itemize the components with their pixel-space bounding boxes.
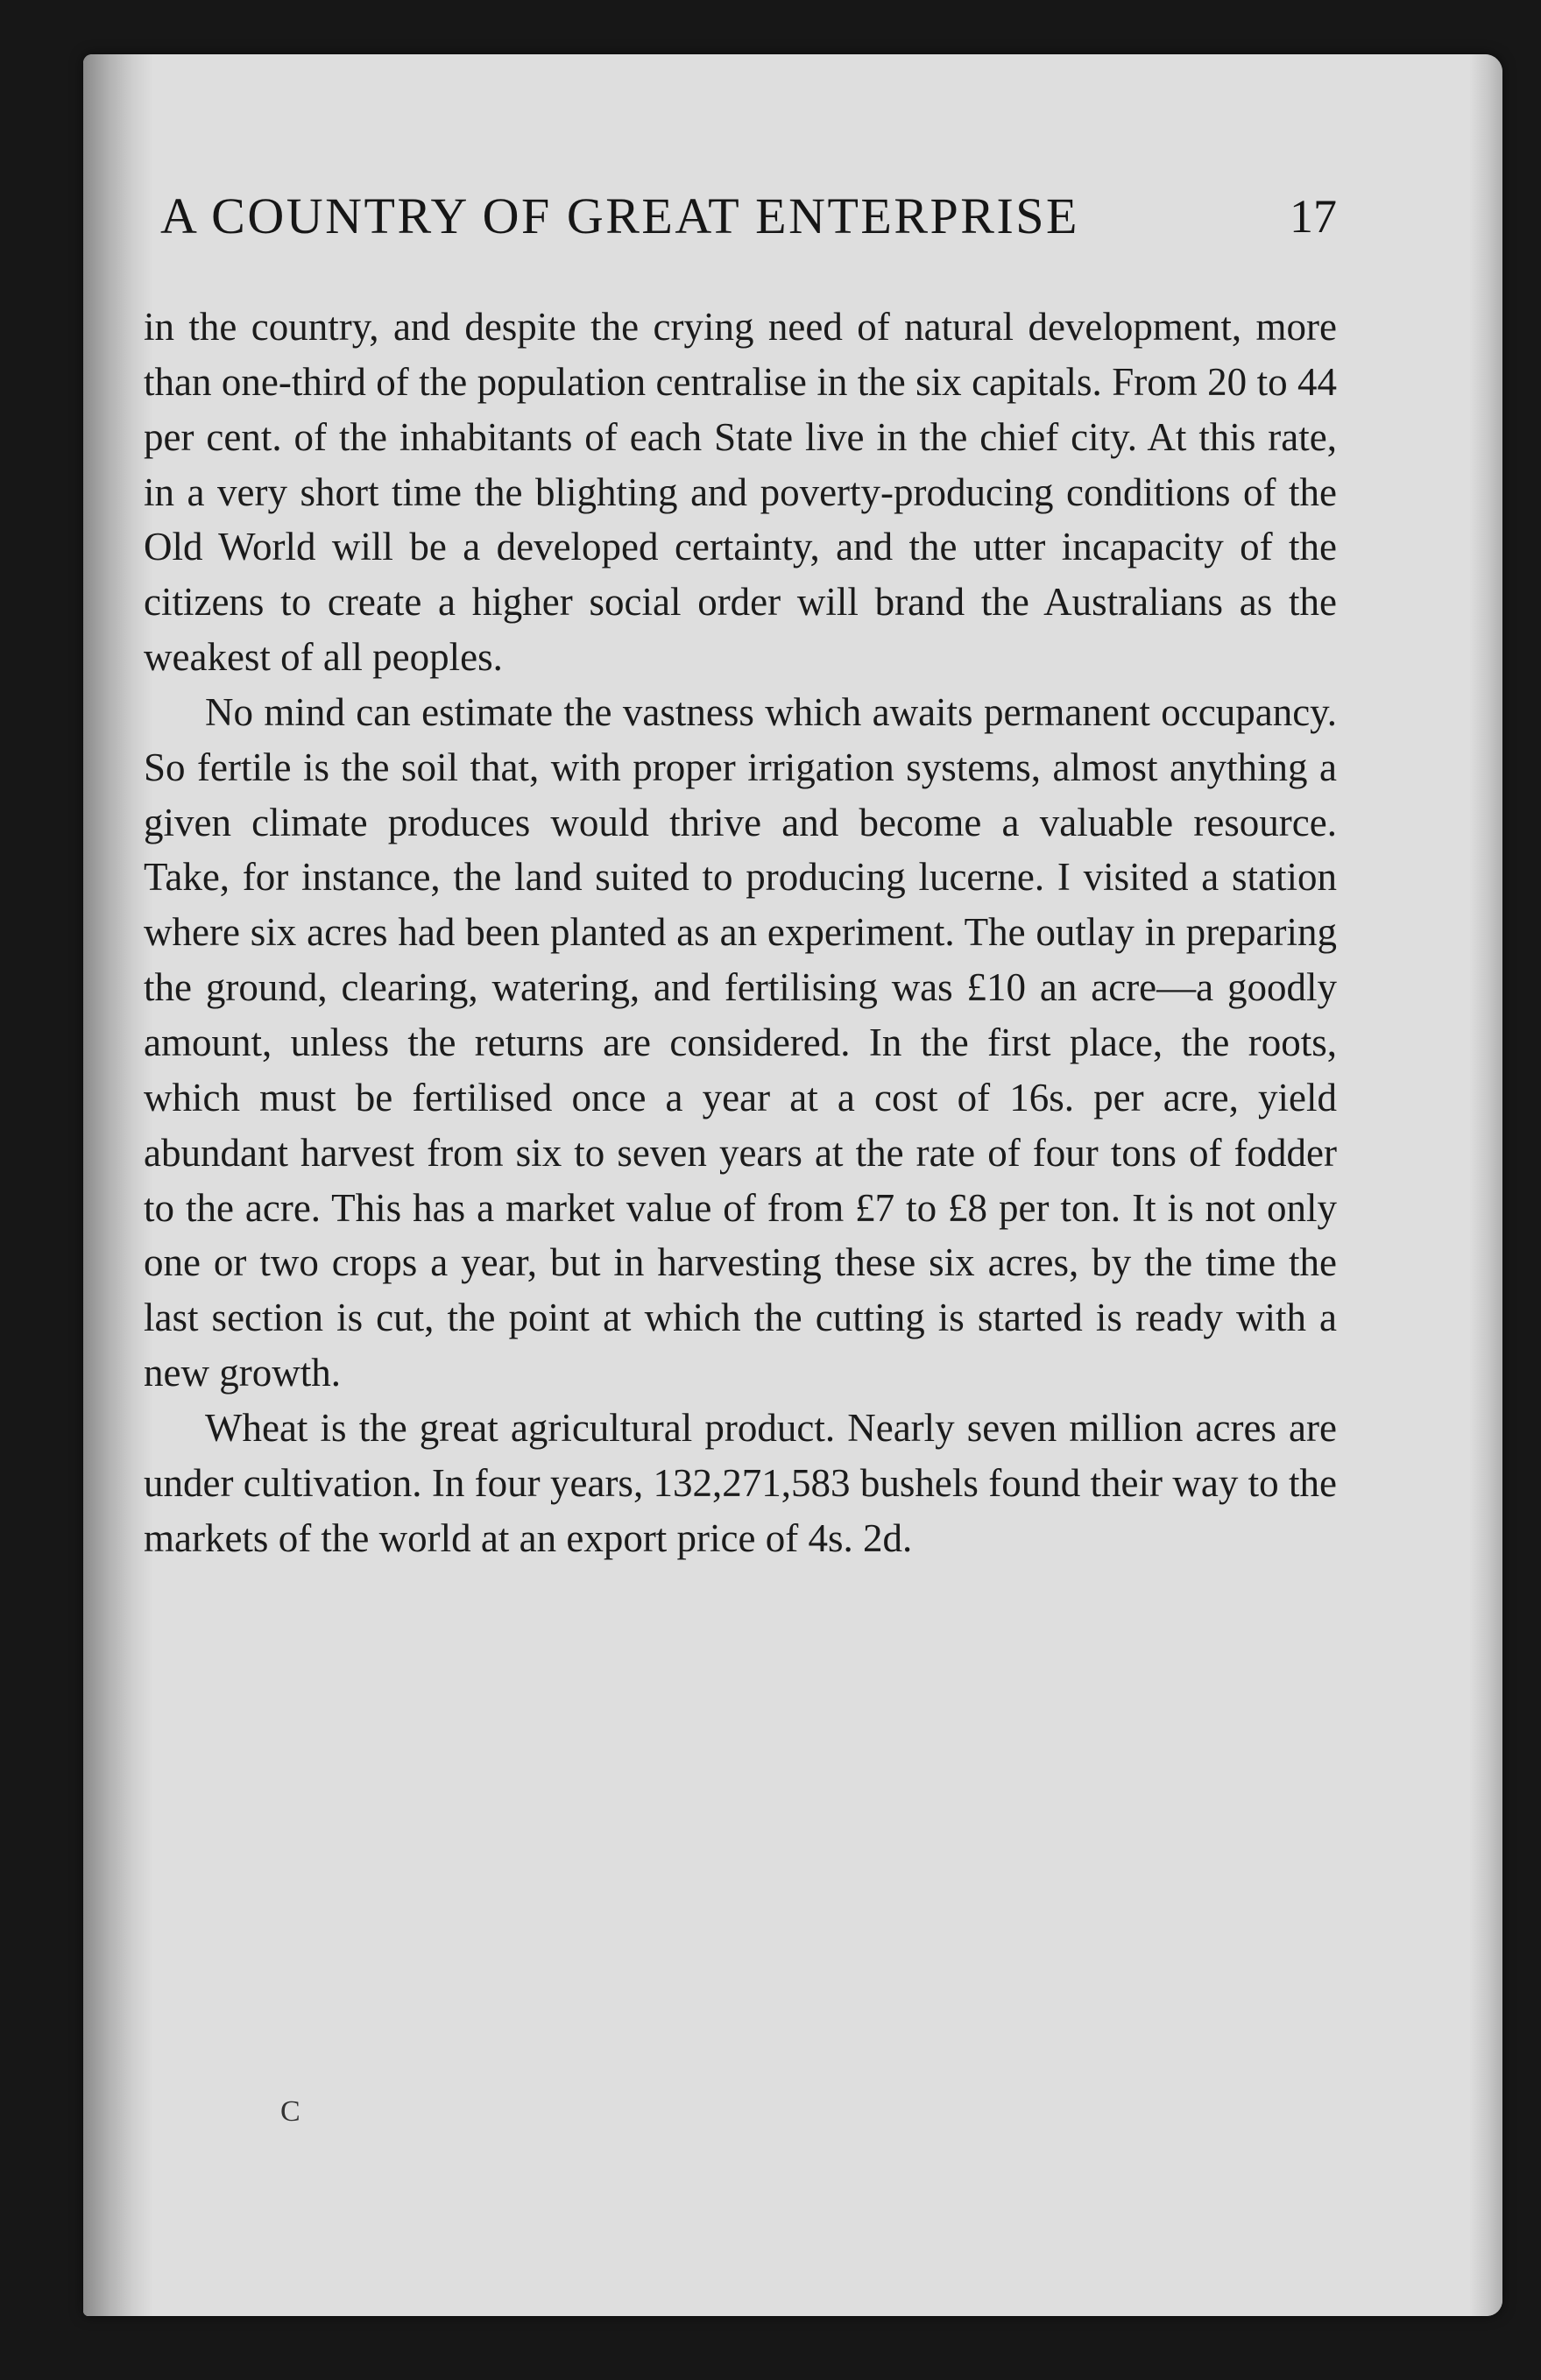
paragraph: in the country, and despite the crying need of natural development, more than one-third of the population centralise in the six capitals. From 20 to 44 per cent. of the inhabitants of each State live in the chief city. At this rate, in a very short time the blighting and poverty-producing conditions of the Old World will be a developed certainty, and the utter incapacity of the citizens to create a higher social order will brand the Australians as the weakest of all peoples. xyxy=(144,305,1337,680)
running-head: A COUNTRY OF GREAT ENTERPRISE xyxy=(160,187,1079,244)
signature-mark: C xyxy=(280,2095,300,2128)
paragraph: Wheat is the great agricultural product. Nearly seven million acres are under cultivation. In four years, 132,271,583 bushels found their way to the markets of the world at an export price of 4s. 2d. xyxy=(144,1405,1337,1560)
body-text xyxy=(144,300,1337,1565)
book-page xyxy=(83,54,1502,2316)
page-header xyxy=(160,173,1337,260)
page-gutter-shadow xyxy=(83,54,153,2316)
page-number: 17 xyxy=(1290,190,1337,243)
page-edge-shadow xyxy=(1469,54,1502,2316)
paragraph: No mind can estimate the vastness which awaits permanent occupancy. So fertile is the soil that, with proper irrigation systems, almost anything a given climate produces would thrive and become a valuable resource. Take, for instance, the land suited to producing lucerne. I visited a station where six acres had been planted as an experiment. The outlay in preparing the ground, clearing, watering, and fertilising was £10 an acre—a goodly amount, unless the returns are considered. In the first place, the roots, which must be fertilised once a year at a cost of 16s. per acre, yield abundant harvest from six to seven years at the rate of four tons of fodder to the acre. This has a market value of from £7 to £8 per ton. It is not only one or two crops a year, but in harvesting these six acres, by the time the last section is cut, the point at which the cutting is started is ready with a new growth. xyxy=(144,689,1337,1395)
